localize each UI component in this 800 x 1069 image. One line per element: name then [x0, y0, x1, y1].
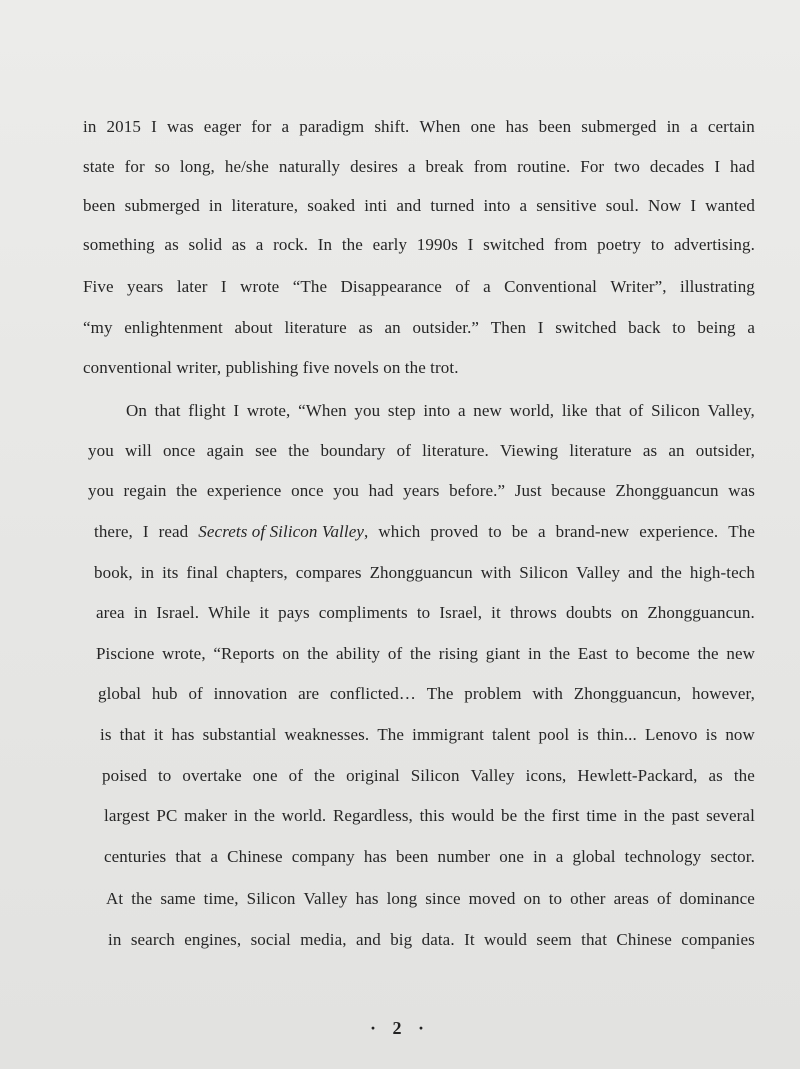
text-line: centuries that a Chinese company has been number one in a global technology sector. — [104, 847, 755, 866]
text-line: global hub of innovation are conflicted… The problem with Zhongguancun, however, — [98, 684, 755, 703]
text-line: there, I read Secrets of Silicon Valley, which proved to be a brand-new experience. The — [94, 522, 755, 541]
text-line: At the same time, Silicon Valley has long since moved on to other areas of dominance — [106, 889, 755, 908]
text-line: Five years later I wrote “The Disappearance of a Conventional Writer”, illustrating — [83, 277, 755, 296]
text-line: largest PC maker in the world. Regardless, this would be the first time in the past several — [104, 806, 755, 825]
text-line: you regain the experience once you had years before.” Just because Zhongguancun was — [88, 481, 755, 500]
text-line: something as solid as a rock. In the early 1990s I switched from poetry to advertising. — [83, 235, 755, 254]
text-line: book, in its final chapters, compares Zhongguancun with Silicon Valley and the high-tech — [94, 563, 755, 582]
text-line: is that it has substantial weaknesses. The immigrant talent pool is thin... Lenovo is now — [100, 725, 755, 744]
page-number: · 2 · — [369, 1018, 430, 1038]
text-line: Piscione wrote, “Reports on the ability of the rising giant in the East to become the new — [96, 644, 755, 663]
text-line: in 2015 I was eager for a paradigm shift. When one has been submerged in a certain — [83, 117, 755, 136]
text-line: state for so long, he/she naturally desires a break from routine. For two decades I had — [83, 157, 755, 176]
text-line: “my enlightenment about literature as an outsider.” Then I switched back to being a — [83, 318, 755, 337]
text-line: been submerged in literature, soaked inti and turned into a sensitive soul. Now I wanted — [83, 196, 755, 215]
text-line: On that flight I wrote, “When you step into a new world, like that of Silicon Valley, — [126, 401, 755, 420]
text-line: poised to overtake one of the original Silicon Valley icons, Hewlett-Packard, as the — [102, 766, 755, 785]
text-line: in search engines, social media, and big data. It would seem that Chinese companies — [108, 930, 755, 949]
text-line: you will once again see the boundary of literature. Viewing literature as an outsider, — [88, 441, 755, 460]
text-line: area in Israel. While it pays compliments to Israel, it throws doubts on Zhongguancun. — [96, 603, 755, 622]
text-line: conventional writer, publishing five novels on the trot. — [83, 358, 459, 377]
